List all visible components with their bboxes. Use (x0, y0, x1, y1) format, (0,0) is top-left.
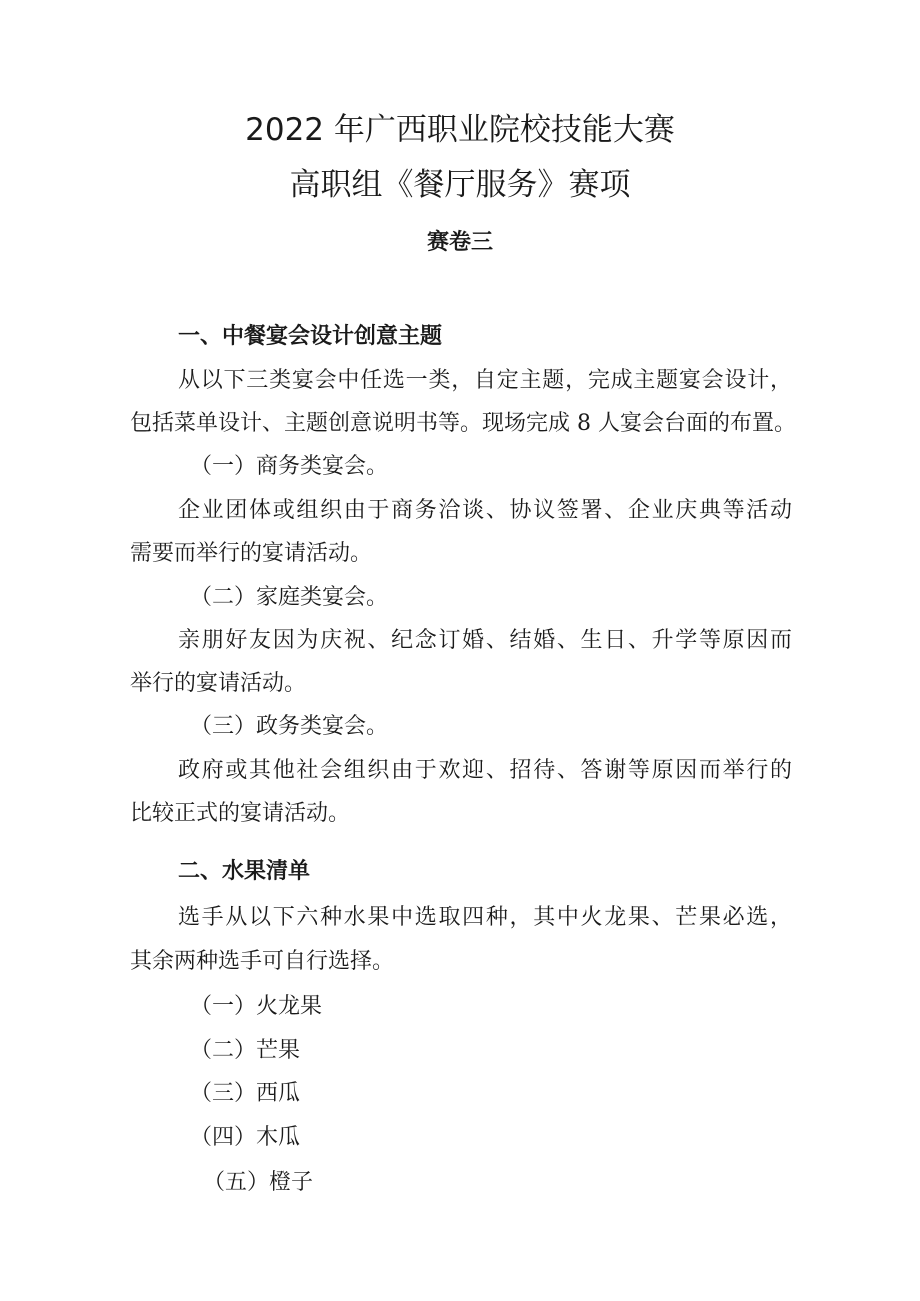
section2-intro-line1: 选手从以下六种水果中选取四种，其中火龙果、芒果必选， (178, 905, 792, 930)
section2-heading: 二、水果清单 (178, 859, 311, 884)
fruit-item: （三）西瓜 (190, 1081, 301, 1106)
fruit-item: （四）木瓜 (190, 1125, 301, 1150)
fruit-item: （一）火龙果 (190, 994, 323, 1019)
item3-desc-line2: 比较正式的宴请活动。 (130, 801, 351, 826)
item1-desc-line1: 企业团体或组织由于商务洽谈、协议签署、企业庆典等活动 (178, 498, 792, 523)
section1-intro-line1: 从以下三类宴会中任选一类，自定主题，完成主题宴会设计， (178, 368, 792, 393)
document-title-line1: 2022 年广西职业院校技能大赛 (245, 112, 675, 148)
item3-label: （三）政务类宴会。 (190, 714, 389, 739)
item3-desc-line1: 政府或其他社会组织由于欢迎、招待、答谢等原因而举行的 (178, 758, 792, 783)
section2-intro-line2: 其余两种选手可自行选择。 (130, 949, 395, 974)
item2-desc-line2: 举行的宴请活动。 (130, 671, 307, 696)
item1-label: （一）商务类宴会。 (190, 454, 389, 479)
section1-intro-line2: 包括菜单设计、主题创意说明书等。现场完成 8 人宴会台面的布置。 (130, 411, 796, 436)
item2-desc-line1: 亲朋好友因为庆祝、纪念订婚、结婚、生日、升学等原因而 (178, 628, 792, 653)
fruit-item: （二）芒果 (190, 1038, 301, 1063)
document-title-line2: 高职组《餐厅服务》赛项 (289, 167, 631, 203)
item2-label: （二）家庭类宴会。 (190, 585, 389, 610)
section1-heading: 一、中餐宴会设计创意主题 (178, 324, 443, 349)
paper-label: 赛卷三 (426, 230, 493, 255)
item1-desc-line2: 需要而举行的宴请活动。 (130, 541, 373, 566)
fruit-item: （五）橙子 (203, 1170, 314, 1195)
